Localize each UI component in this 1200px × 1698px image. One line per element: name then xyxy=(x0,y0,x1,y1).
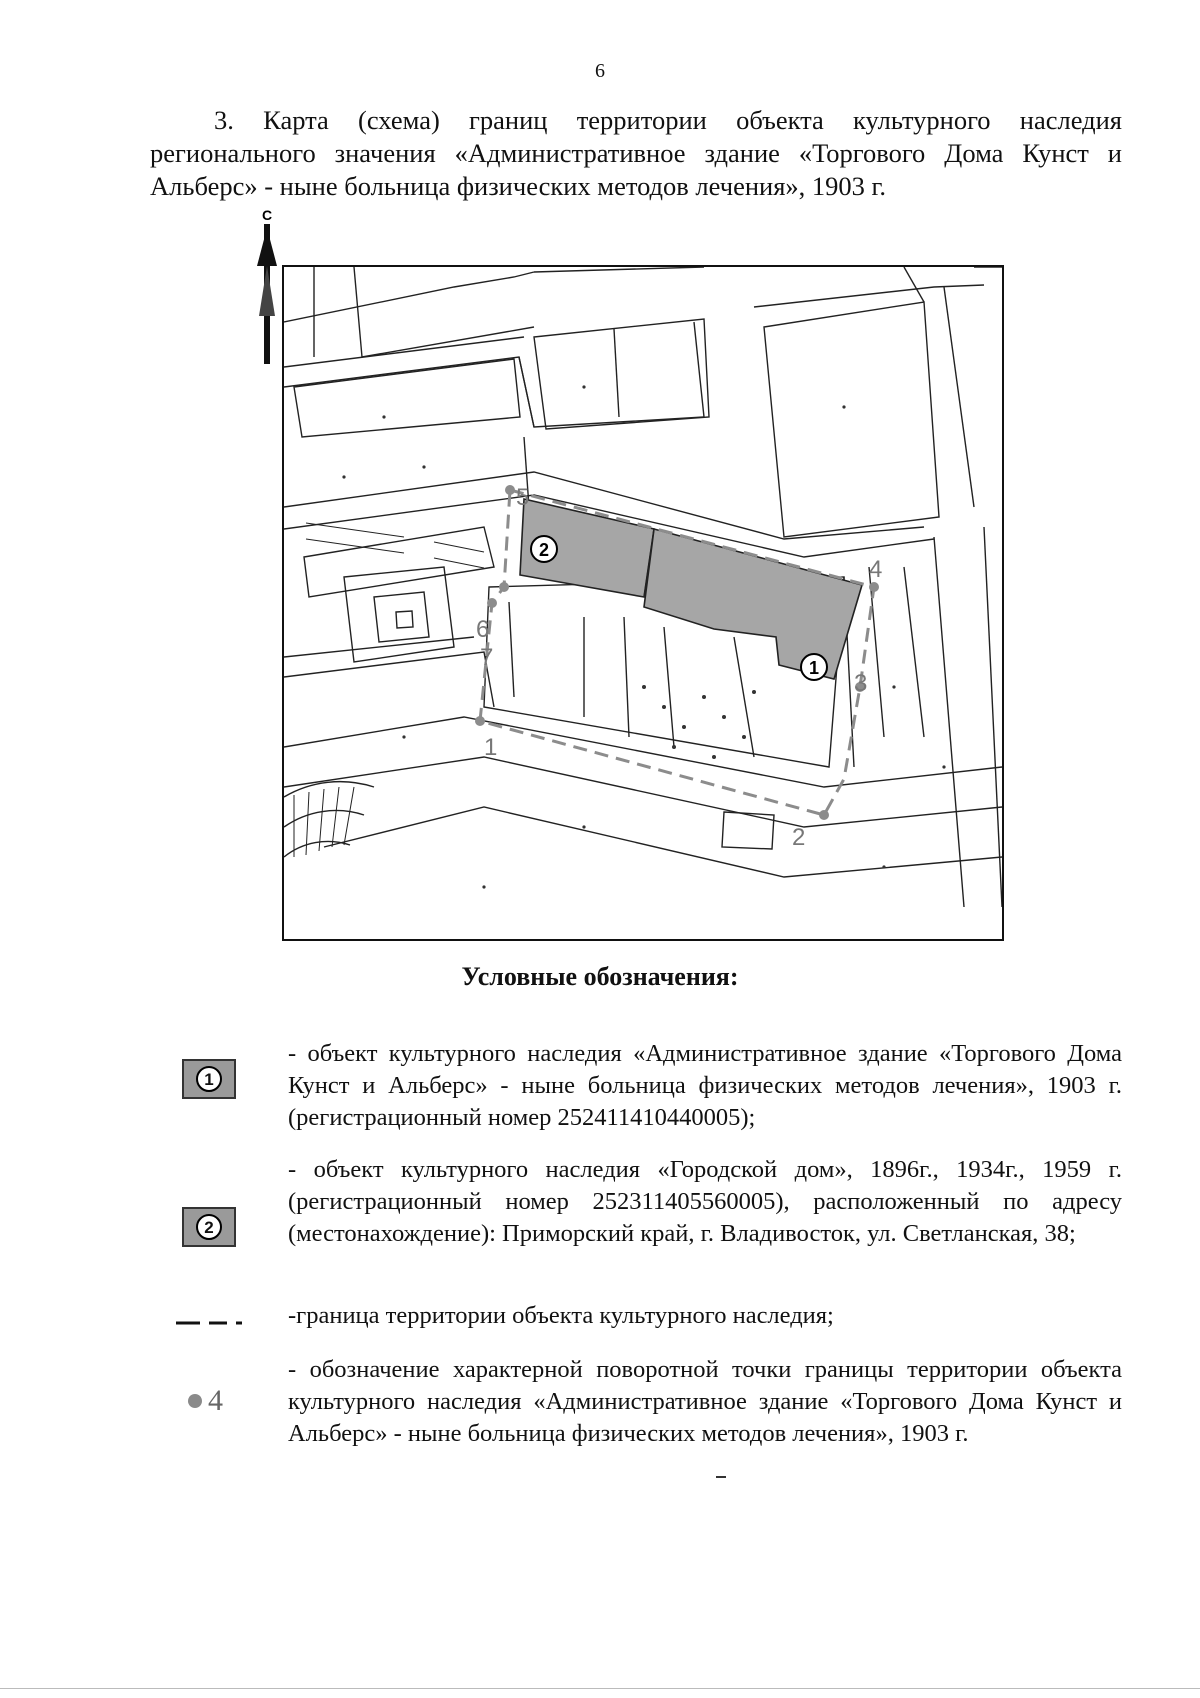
turning-point-4 xyxy=(869,582,879,592)
legend-text-2: - объект культурного наследия «Городской дом», 1896г., 1934г., 1959 г. (регистрационный номер 252311405560005), расположенный по адресу (местонахождение): Приморский край, г. Владивосток, ул. Светланская, 38; xyxy=(288,1156,1122,1247)
point-label-2: 2 xyxy=(792,824,806,851)
north-arrow-icon xyxy=(252,206,282,366)
legend-symbol-4-label: 4 xyxy=(208,1384,223,1417)
legend-text-1: - объект культурного наследия «Административное здание «Торгового Дома Кунст и Альберс» - ныне больница физических методов лечения», 1903 г. (регистрационный номер 252411410440005); xyxy=(288,1040,1122,1131)
turning-point-6 xyxy=(487,598,497,608)
turning-point-1 xyxy=(475,716,485,726)
building-label-1-icon xyxy=(801,654,827,680)
page-number: 6 xyxy=(595,60,605,82)
point-label-1: 1 xyxy=(484,734,498,761)
section-heading: 3. Карта (схема) границ территории объекта культурного наследия регионального значения «Административное здание «Торгового Дома Кунст и Альберс» - ныне больница физических методов лечения», 1903 г. xyxy=(150,105,1122,201)
point-label-5: 5 xyxy=(516,484,530,511)
map-drawing xyxy=(284,267,1002,939)
building-label-2: 2 xyxy=(538,540,550,560)
dashed-boundary-icon xyxy=(176,1316,256,1330)
turning-point-icon xyxy=(188,1394,202,1408)
boundary-map xyxy=(282,265,1004,941)
page-dash xyxy=(716,1476,726,1478)
point-label-6: 6 xyxy=(476,616,490,643)
building-label-1: 1 xyxy=(808,658,820,678)
legend-text-3: -граница территории объекта культурного наследия; xyxy=(288,1302,834,1329)
page-bottom-rule xyxy=(0,1688,1200,1689)
point-label-7: 7 xyxy=(480,644,494,671)
turning-point-7 xyxy=(499,582,509,592)
legend-symbol-heritage-2 xyxy=(182,1207,236,1247)
legend-text-4: - обозначение характерной поворотной точки границы территории объекта культурного наследия «Административное здание «Торгового Дома Кунст и Альберс» - ныне больница физических методов лечения», 1903 г. xyxy=(288,1356,1122,1447)
legend-symbol-heritage-1 xyxy=(182,1059,236,1099)
point-label-3: 3 xyxy=(854,670,868,697)
point-label-4: 4 xyxy=(869,556,883,583)
heritage-badge-1-icon xyxy=(182,1059,236,1099)
legend-symbol-turning-point xyxy=(188,1386,223,1416)
heritage-badge-2-icon xyxy=(182,1207,236,1247)
legend-symbol-2-label: 2 xyxy=(196,1214,222,1240)
legend-title: Условные обозначения: xyxy=(461,962,739,991)
building-label-2-icon xyxy=(531,536,557,562)
heritage-building-1-area xyxy=(644,529,862,679)
turning-point-2 xyxy=(819,810,829,820)
legend-symbol-1-label: 1 xyxy=(196,1066,222,1092)
north-letter: С xyxy=(261,207,273,223)
turning-point-5 xyxy=(505,485,515,495)
